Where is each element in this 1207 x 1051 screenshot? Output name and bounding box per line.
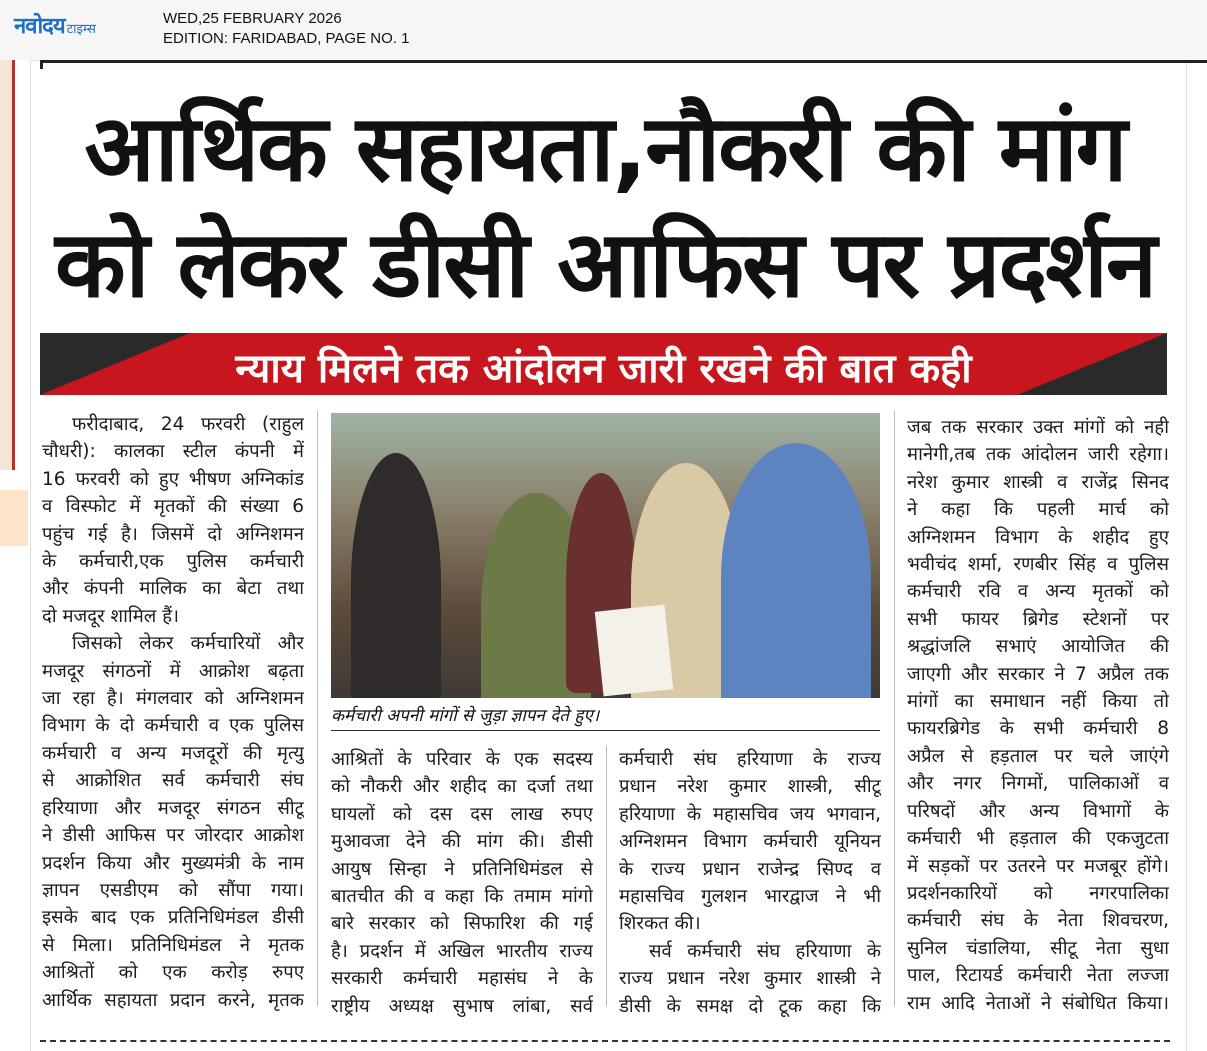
article-text-line: में सड़कों पर उतरने पर मजबूर होंगे। <box>907 855 1169 877</box>
article-text-line: कर्मचारी रवि व अन्य मृतकों को <box>907 581 1169 603</box>
next-article-edge <box>40 1040 1170 1046</box>
article-text-line: हरियाणा और मजदूर संगठन सीटू <box>42 797 304 819</box>
article-text-line: बातचीत की व कहा कि तमाम मांगो <box>331 886 593 908</box>
article-text-line: आयुष सिन्हा ने प्रतिनिधिमंडल से <box>331 858 593 880</box>
viewer-header <box>0 0 1207 61</box>
article-text-line: अग्निशमन विभाग कर्मचारी यूनियन <box>619 831 881 853</box>
memorandum-paper <box>595 605 674 697</box>
subheadline: न्याय मिलने तक आंदोलन जारी रखने की बात कही <box>235 346 972 392</box>
article-text-line: कर्मचारी संघ हरियाणा के राज्य <box>619 749 881 770</box>
article-text-line: जब तक सरकार उक्त मांगों को नही <box>907 417 1169 438</box>
article-text-line: भवीचंद शर्मा, रणबीर सिंह व पुलिस <box>907 554 1169 576</box>
article-text-line: घायलों को दस दस लाख रुपए <box>331 803 593 825</box>
photo-caption: कर्मचारी अपनी मांगों से जुड़ा ज्ञापन देते हुए। <box>331 703 880 731</box>
article-text-line: मजदूर संगठनों में आक्रोश बढ़ता <box>42 660 304 682</box>
article-text-line: सभी फायर ब्रिगेड स्टेशनों पर <box>907 608 1169 630</box>
article-text-line: मानेगी,तब तक आंदोलन जारी रहेगा। <box>907 444 1169 466</box>
photo-figure <box>721 443 871 698</box>
article-text-line: दो मजदूर शामिल हैं। <box>42 605 180 627</box>
article-text-line: ने डीसी आफिस पर जोरदार आक्रोश <box>42 825 304 847</box>
article-text-line: प्रधान नरेश कुमार शास्त्री, सीटू <box>619 776 881 798</box>
article-text-line: जा रहा है। मंगलवार को अग्निशमन <box>42 688 304 710</box>
article-text-line: फायरब्रिगेड के सभी कर्मचारी 8 <box>907 718 1169 740</box>
headline-line-1: आर्थिक सहायता,नौकरी की मांग <box>84 95 1126 202</box>
article-text-line: अप्रैल से हड़ताल पर चले जाएंगे <box>907 745 1169 767</box>
article-text-line: नरेश कुमार शास्त्री व राजेंद्र सिनद <box>907 471 1169 493</box>
photo-figure <box>351 453 441 698</box>
column-divider <box>606 746 607 1006</box>
article-text-line: मांगों का समाधान नहीं किया तो <box>907 691 1169 713</box>
article-text-line: चौधरी): कालका स्टील कंपनी में <box>42 441 304 463</box>
article-text-line: ने कहा कि पहली मार्च को <box>907 499 1169 521</box>
article-text-line: से मिला। प्रतिनिधिमंडल ने मृतक <box>42 934 304 956</box>
article-text-line: पाल, रिटायर्ड कर्मचारी नेता लज्जा <box>907 965 1169 987</box>
newspaper-logo[interactable] <box>14 10 96 40</box>
article-text-line: राष्ट्रीय अध्यक्ष सुभाष लांबा, सर्व <box>331 995 593 1017</box>
article-text-line: अग्निशमन विभाग के शहीद हुए <box>907 526 1169 548</box>
article-text-line: डीसी के समक्ष दो टूक कहा कि <box>619 995 881 1017</box>
previous-page-edge[interactable] <box>0 60 31 1051</box>
edition-info <box>163 9 409 49</box>
headline-line-2: को लेकर डीसी आफिस पर प्रदर्शन <box>54 211 1156 318</box>
article-text-line: सर्व कर्मचारी संघ हरियाणा के <box>649 940 881 962</box>
column-divider <box>894 411 895 1006</box>
article-text-line: हरियाणा के महासचिव जय भगवान, <box>619 803 881 825</box>
article-text-line: कर्मचारी व अन्य मजदूरों की मृत्यु <box>42 742 304 764</box>
article-text-line: इसके बाद एक प्रतिनिधिमंडल डीसी <box>42 907 304 929</box>
column-divider <box>317 411 318 1006</box>
logo-sub-text: टाइम्स <box>66 22 96 37</box>
next-page-edge[interactable] <box>1186 60 1207 1051</box>
prev-page-block <box>0 60 15 470</box>
article-text-line: से आक्रोशित सर्व कर्मचारी संघ <box>42 770 304 792</box>
article-column-2 <box>331 746 593 1020</box>
article-text-line: राम आदि नेताओं ने संबोधित किया। <box>907 992 1169 1014</box>
article-text-line: बारे सरकार को सिफारिश की गई <box>331 913 593 935</box>
article-text-line: व विस्फोट में मृतकों की संख्या 6 <box>42 496 304 518</box>
edition-date: WED,25 FEBRUARY 2026 <box>163 10 342 27</box>
article-text-line: शिरकत की। <box>619 913 701 935</box>
article-text-line: प्रदर्शनकारियों को नगरपालिका <box>907 882 1169 904</box>
article-text-line: जिसको लेकर कर्मचारियों और <box>72 633 304 655</box>
article-text-line: को नौकरी और शहीद का दर्जा तथा <box>331 776 593 798</box>
article-column-4 <box>907 414 1169 1017</box>
article-text-line: जाएगी और सरकार ने 7 अप्रैल तक <box>907 663 1169 685</box>
article-column-1 <box>42 411 304 1014</box>
article-text-line: फरीदाबाद, 24 फरवरी (राहुल <box>72 414 304 435</box>
article-text-line: के कर्मचारी,एक पुलिस कर्मचारी <box>42 551 304 573</box>
article-text-line: ज्ञापन एसडीएम को सौंपा गया। <box>42 879 304 901</box>
article-text-line: श्रद्धांजलि सभाएं आयोजित की <box>907 636 1169 658</box>
article-text-line: मुआवजा देने की मांग की। डीसी <box>331 831 593 853</box>
article-text-line: विभाग के दो कर्मचारी व एक पुलिस <box>42 715 304 737</box>
article-column-3 <box>619 746 881 1020</box>
article-text-line: सरकारी कर्मचारी महासंघ ने के <box>331 968 593 990</box>
article-text-line: महासचिव गुलशन भारद्वाज ने भी <box>619 886 881 908</box>
article-text-line: के राज्य प्रधान राजेन्द्र सिण्द व <box>619 858 881 880</box>
article-frame <box>40 60 1207 69</box>
article-text-line: सुनिल चंडालिया, सीटू नेता सुधा <box>907 937 1169 959</box>
article-text-line: 16 फरवरी को हुए भीषण अग्निकांड <box>42 468 304 490</box>
article-text-line: राज्य प्रधान नरेश कुमार शास्त्री ने <box>619 968 881 990</box>
article-text-line: और नगर निगमों, पालिकाओं व <box>907 773 1169 795</box>
prev-page-box <box>0 490 28 546</box>
article-text-line: और कंपनी मालिक का बेटा तथा <box>42 578 304 600</box>
subheadline-banner <box>40 333 1167 395</box>
article-text-line: आश्रितों के परिवार के एक सदस्य <box>331 749 593 770</box>
article-photo[interactable] <box>331 413 880 698</box>
article-text-line: प्रदर्शन किया और मुख्यमंत्री के नाम <box>42 852 304 874</box>
article-text-line: कर्मचारी भी हड़ताल की एकजुटता <box>907 828 1169 850</box>
article-text-line: कर्मचारी संघ के नेता शिवचरण, <box>907 910 1169 932</box>
article-text-line: परिषदों और अन्य विभागों के <box>907 800 1169 822</box>
edition-page: EDITION: FARIDABAD, PAGE NO. 1 <box>163 30 410 47</box>
article-text-line: आर्थिक सहायता प्रदान करने, मृतक <box>42 989 304 1011</box>
article-text-line: आश्रितों को एक करोड़ रुपए <box>42 962 304 984</box>
article-text-line: पहुंच गई है। जिसमें दो अग्निशमन <box>42 523 304 545</box>
logo-main-text: नवोदय <box>14 14 65 39</box>
article-text-line: है। प्रदर्शन में अखिल भारतीय राज्य <box>331 940 593 962</box>
